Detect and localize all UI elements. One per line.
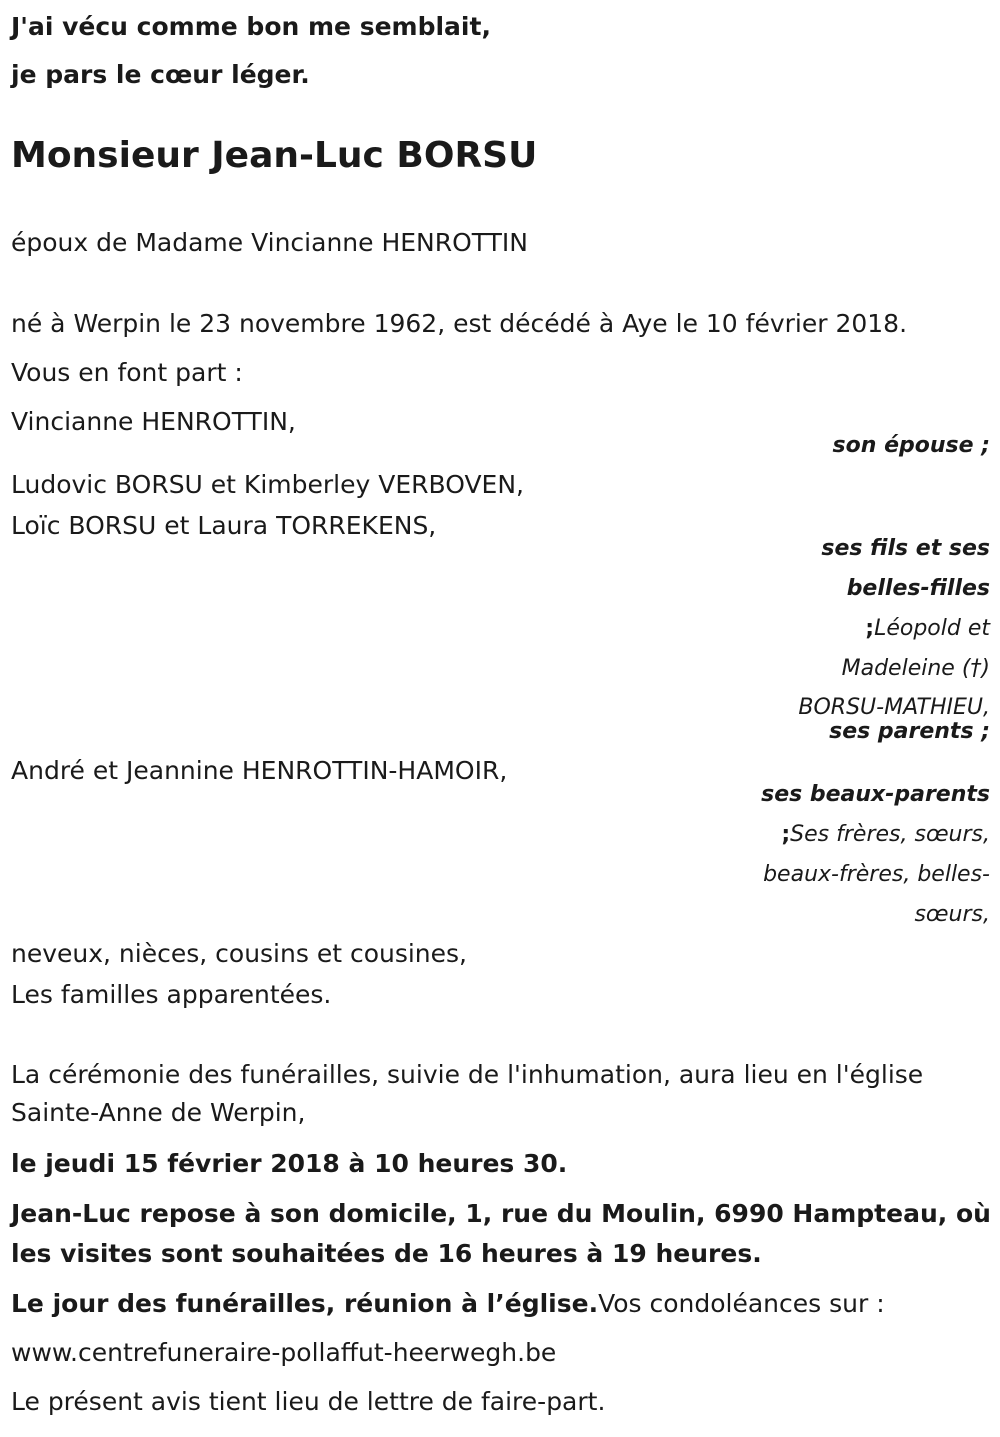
repose-line-1: Jean-Luc repose à son domicile, 1, rue du Moulin, 6990 Hampteau, où	[11, 1199, 991, 1228]
reunion-condolences-line	[11, 1289, 885, 1319]
nephews-line: neveux, nièces, cousins et cousines,	[11, 939, 468, 968]
repose-line-2: les visites sont souhaitées de 16 heures à 19 heures.	[11, 1239, 762, 1268]
siblings-text-1: Ses frères, sœurs,	[790, 822, 990, 847]
website-line	[11, 1338, 556, 1368]
son-line-1: Ludovic BORSU et Kimberley VERBOVEN,	[11, 470, 524, 499]
parents-role: ses parents ;	[829, 719, 990, 744]
families-line: Les familles apparentées.	[11, 980, 332, 1009]
page-title: Monsieur Jean-Luc BORSU	[11, 135, 538, 176]
website-link[interactable]: www.centrefuneraire-pollaffut-heerwegh.be	[11, 1338, 557, 1367]
siblings-line-2: beaux-frères, belles-	[763, 862, 990, 887]
ceremony-line-1: La cérémonie des funérailles, suivie de l'inhumation, aura lieu en l'église	[11, 1060, 924, 1089]
parents-line-1	[865, 615, 990, 643]
wife-role: son épouse ;	[832, 433, 990, 458]
parents-line-2: Madeleine (†)	[841, 656, 990, 681]
siblings-separator: ;	[781, 822, 791, 847]
parents-text-1: Léopold et	[874, 616, 990, 641]
epigraph-line-1: J'ai vécu comme bon me semblait,	[11, 12, 491, 41]
ceremony-date: le jeudi 15 février 2018 à 10 heures 30.	[11, 1149, 568, 1178]
notice-line: Le présent avis tient lieu de lettre de faire-part.	[11, 1387, 606, 1416]
condolences-text: Vos condoléances sur :	[598, 1289, 885, 1318]
siblings-line-3: sœurs,	[914, 902, 990, 927]
sons-role-line-2: belles-filles	[846, 576, 990, 601]
parents-line-3: BORSU-MATHIEU,	[798, 695, 990, 720]
inlaws-role: ses beaux-parents	[761, 782, 990, 807]
spouse-line: époux de Madame Vincianne HENROTTIN	[11, 228, 528, 257]
birth-death-line: né à Werpin le 23 novembre 1962, est décédé à Aye le 10 février 2018.	[11, 309, 908, 338]
son-line-2: Loïc BORSU et Laura TORREKENS,	[11, 511, 437, 540]
ceremony-line-2: Sainte-Anne de Werpin,	[11, 1098, 306, 1127]
parents-separator: ;	[865, 616, 875, 641]
sons-role-line-1: ses fils et ses	[821, 536, 990, 561]
announce-line: Vous en font part :	[11, 358, 243, 387]
reunion-text: Le jour des funérailles, réunion à l’église.	[11, 1289, 599, 1318]
wife-name: Vincianne HENROTTIN,	[11, 407, 296, 436]
inlaws-name: André et Jeannine HENROTTIN-HAMOIR,	[11, 756, 508, 785]
epigraph-line-2: je pars le cœur léger.	[11, 60, 310, 89]
siblings-line-1	[781, 821, 990, 849]
